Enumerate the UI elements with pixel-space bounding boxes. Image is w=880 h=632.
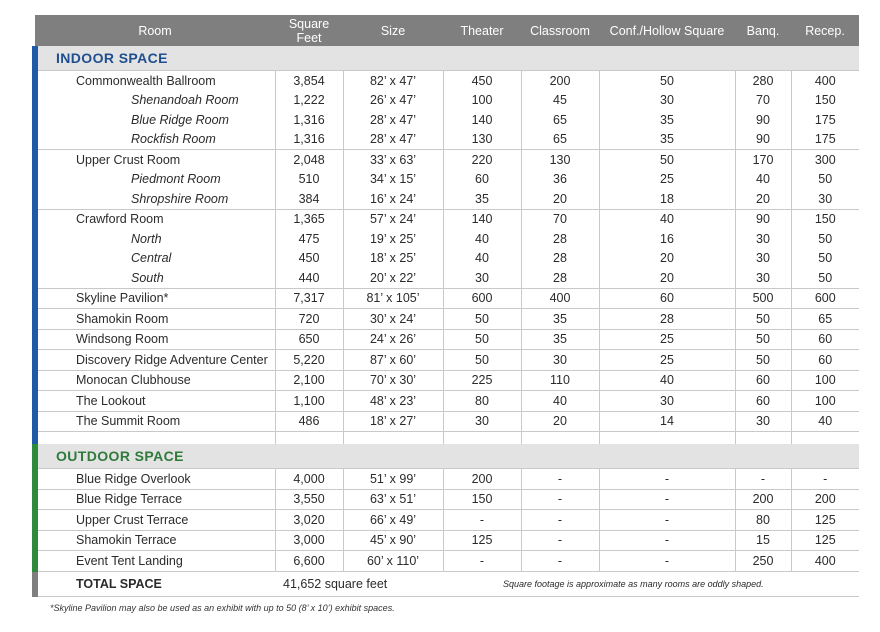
- room-name: Shropshire Room: [35, 189, 275, 209]
- cell-banquet: 500: [735, 288, 791, 309]
- table-row: [35, 268, 859, 288]
- cell-reception: 125: [791, 510, 859, 531]
- cell-square-feet: 650: [275, 329, 343, 350]
- cell-conference: 50: [599, 150, 735, 170]
- cell-banquet: 50: [735, 350, 791, 371]
- cell-square-feet: 384: [275, 189, 343, 209]
- cell-size: 19’ x 25’: [343, 229, 443, 249]
- cell-reception: 200: [791, 489, 859, 510]
- table-row: [35, 130, 859, 150]
- cell-classroom: 45: [521, 91, 599, 111]
- cell-size: 30’ x 24’: [343, 309, 443, 330]
- cell-conference: 25: [599, 329, 735, 350]
- cell-banquet: 90: [735, 110, 791, 130]
- cell-square-feet: 1,100: [275, 391, 343, 412]
- meeting-space-table: [32, 15, 859, 597]
- cell-banquet: 50: [735, 329, 791, 350]
- cell-size: 33’ x 63’: [343, 150, 443, 170]
- cell-conference: 40: [599, 370, 735, 391]
- cell-classroom: -: [521, 469, 599, 490]
- cell-classroom: -: [521, 551, 599, 572]
- room-name: Central: [35, 249, 275, 269]
- cell-classroom: 28: [521, 249, 599, 269]
- cell-banquet: 70: [735, 91, 791, 111]
- room-name: Upper Crust Terrace: [35, 510, 275, 531]
- cell-reception: 175: [791, 110, 859, 130]
- table-row: [35, 489, 859, 510]
- cell-banquet: 15: [735, 530, 791, 551]
- cell-size: 20’ x 22’: [343, 268, 443, 288]
- table-row: [35, 530, 859, 551]
- cell-classroom: 20: [521, 189, 599, 209]
- cell-reception: 65: [791, 309, 859, 330]
- room-name: Commonwealth Ballroom: [35, 71, 275, 91]
- footnote: *Skyline Pavilion may also be used as an exhibit with up to 50 (8’ x 10’) exhibit spaces.: [50, 603, 395, 613]
- cell-square-feet: 5,220: [275, 350, 343, 371]
- cell-conference: 18: [599, 189, 735, 209]
- cell-theater: 35: [443, 189, 521, 209]
- cell-classroom: 30: [521, 350, 599, 371]
- room-name: Piedmont Room: [35, 170, 275, 190]
- cell-banquet: 20: [735, 189, 791, 209]
- cell-reception: 50: [791, 229, 859, 249]
- cell-conference: 28: [599, 309, 735, 330]
- cell-banquet: 170: [735, 150, 791, 170]
- cell-square-feet: 1,365: [275, 209, 343, 229]
- room-name: Discovery Ridge Adventure Center: [35, 350, 275, 371]
- cell-conference: -: [599, 489, 735, 510]
- cell-square-feet: 4,000: [275, 469, 343, 490]
- cell-banquet: 30: [735, 411, 791, 432]
- cell-classroom: 130: [521, 150, 599, 170]
- cell-banquet: 90: [735, 130, 791, 150]
- table-row: [35, 189, 859, 209]
- total-area: 41,652 square feet: [275, 571, 443, 596]
- cell-theater: 80: [443, 391, 521, 412]
- cell-classroom: 35: [521, 309, 599, 330]
- spacer-row: [35, 432, 859, 445]
- table-row: [35, 150, 859, 170]
- header-size: Size: [343, 15, 443, 46]
- cell-classroom: 20: [521, 411, 599, 432]
- cell-theater: 140: [443, 110, 521, 130]
- cell-theater: 50: [443, 350, 521, 371]
- cell-square-feet: 440: [275, 268, 343, 288]
- cell-reception: 30: [791, 189, 859, 209]
- cell-theater: 140: [443, 209, 521, 229]
- cell-reception: 50: [791, 249, 859, 269]
- cell-square-feet: 475: [275, 229, 343, 249]
- cell-conference: 25: [599, 350, 735, 371]
- cell-theater: 30: [443, 411, 521, 432]
- cell-theater: 30: [443, 268, 521, 288]
- room-name: Shamokin Room: [35, 309, 275, 330]
- square-footage-note: Square footage is approximate as many rooms are oddly shaped.: [443, 571, 859, 596]
- table-row: [35, 91, 859, 111]
- cell-size: 45’ x 90’: [343, 530, 443, 551]
- cell-square-feet: 3,000: [275, 530, 343, 551]
- cell-theater: 100: [443, 91, 521, 111]
- cell-conference: -: [599, 510, 735, 531]
- cell-theater: 60: [443, 170, 521, 190]
- cell-classroom: 65: [521, 130, 599, 150]
- header-row: [35, 15, 859, 46]
- room-name: Windsong Room: [35, 329, 275, 350]
- cell-size: 51’ x 99’: [343, 469, 443, 490]
- cell-size: 57’ x 24’: [343, 209, 443, 229]
- cell-theater: 200: [443, 469, 521, 490]
- indoor-section-header: [35, 46, 859, 71]
- cell-size: 63’ x 51’: [343, 489, 443, 510]
- room-name: North: [35, 229, 275, 249]
- header-theater: Theater: [443, 15, 521, 46]
- cell-banquet: 250: [735, 551, 791, 572]
- cell-size: 18’ x 27’: [343, 411, 443, 432]
- header-room: Room: [35, 15, 275, 46]
- cell-reception: -: [791, 469, 859, 490]
- table-row: [35, 370, 859, 391]
- cell-conference: 20: [599, 268, 735, 288]
- cell-square-feet: 1,222: [275, 91, 343, 111]
- table-row: [35, 469, 859, 490]
- room-name: Crawford Room: [35, 209, 275, 229]
- cell-conference: 20: [599, 249, 735, 269]
- cell-theater: 130: [443, 130, 521, 150]
- room-name: Shenandoah Room: [35, 91, 275, 111]
- cell-banquet: 90: [735, 209, 791, 229]
- header-classroom: Classroom: [521, 15, 599, 46]
- cell-square-feet: 486: [275, 411, 343, 432]
- total-label: TOTAL SPACE: [35, 571, 275, 596]
- cell-size: 48’ x 23’: [343, 391, 443, 412]
- cell-size: 18’ x 25’: [343, 249, 443, 269]
- cell-conference: -: [599, 551, 735, 572]
- cell-classroom: 200: [521, 71, 599, 91]
- table-row: [35, 329, 859, 350]
- indoor-section-title: INDOOR SPACE: [56, 50, 168, 66]
- room-name: Shamokin Terrace: [35, 530, 275, 551]
- cell-reception: 125: [791, 530, 859, 551]
- cell-banquet: 40: [735, 170, 791, 190]
- cell-size: 16’ x 24’: [343, 189, 443, 209]
- room-name: South: [35, 268, 275, 288]
- room-name: The Summit Room: [35, 411, 275, 432]
- table-row: [35, 510, 859, 531]
- cell-reception: 60: [791, 329, 859, 350]
- cell-classroom: 70: [521, 209, 599, 229]
- cell-square-feet: 7,317: [275, 288, 343, 309]
- cell-classroom: 28: [521, 229, 599, 249]
- cell-reception: 175: [791, 130, 859, 150]
- cell-conference: -: [599, 530, 735, 551]
- cell-square-feet: 450: [275, 249, 343, 269]
- cell-size: 66’ x 49’: [343, 510, 443, 531]
- table-row: [35, 288, 859, 309]
- cell-theater: 40: [443, 229, 521, 249]
- cell-conference: 25: [599, 170, 735, 190]
- room-name: Event Tent Landing: [35, 551, 275, 572]
- cell-classroom: -: [521, 530, 599, 551]
- cell-reception: 150: [791, 91, 859, 111]
- cell-size: 28’ x 47’: [343, 110, 443, 130]
- cell-size: 82’ x 47’: [343, 71, 443, 91]
- cell-reception: 50: [791, 268, 859, 288]
- table-row: [35, 309, 859, 330]
- cell-classroom: 35: [521, 329, 599, 350]
- cell-square-feet: 3,550: [275, 489, 343, 510]
- cell-square-feet: 1,316: [275, 110, 343, 130]
- cell-classroom: 65: [521, 110, 599, 130]
- cell-theater: 50: [443, 309, 521, 330]
- cell-square-feet: 3,020: [275, 510, 343, 531]
- table-row: [35, 411, 859, 432]
- room-name: Rockfish Room: [35, 130, 275, 150]
- cell-theater: 220: [443, 150, 521, 170]
- table-row: [35, 110, 859, 130]
- cell-conference: 16: [599, 229, 735, 249]
- cell-size: 26’ x 47’: [343, 91, 443, 111]
- cell-reception: 400: [791, 71, 859, 91]
- cell-conference: 40: [599, 209, 735, 229]
- cell-theater: -: [443, 551, 521, 572]
- cell-banquet: 280: [735, 71, 791, 91]
- cell-theater: 225: [443, 370, 521, 391]
- cell-conference: 50: [599, 71, 735, 91]
- cell-banquet: 30: [735, 229, 791, 249]
- cell-square-feet: 2,048: [275, 150, 343, 170]
- header-conference: Conf./Hollow Square: [599, 15, 735, 46]
- cell-theater: 125: [443, 530, 521, 551]
- cell-square-feet: 3,854: [275, 71, 343, 91]
- cell-reception: 60: [791, 350, 859, 371]
- cell-size: 28’ x 47’: [343, 130, 443, 150]
- header-reception: Recep.: [791, 15, 859, 46]
- table-row: [35, 229, 859, 249]
- cell-banquet: 80: [735, 510, 791, 531]
- outdoor-section-header: [35, 444, 859, 469]
- cell-classroom: 110: [521, 370, 599, 391]
- cell-banquet: 30: [735, 249, 791, 269]
- cell-size: 34’ x 15’: [343, 170, 443, 190]
- cell-banquet: 60: [735, 370, 791, 391]
- cell-square-feet: 510: [275, 170, 343, 190]
- cell-banquet: 30: [735, 268, 791, 288]
- cell-theater: 50: [443, 329, 521, 350]
- cell-size: 60’ x 110’: [343, 551, 443, 572]
- cell-classroom: 36: [521, 170, 599, 190]
- room-name: Monocan Clubhouse: [35, 370, 275, 391]
- cell-banquet: 60: [735, 391, 791, 412]
- cell-banquet: 200: [735, 489, 791, 510]
- cell-square-feet: 1,316: [275, 130, 343, 150]
- header-banquet: Banq.: [735, 15, 791, 46]
- cell-reception: 400: [791, 551, 859, 572]
- cell-classroom: 28: [521, 268, 599, 288]
- header-square-feet: Square Feet: [275, 15, 343, 46]
- cell-conference: 14: [599, 411, 735, 432]
- cell-theater: 450: [443, 71, 521, 91]
- table-row: [35, 170, 859, 190]
- cell-reception: 150: [791, 209, 859, 229]
- cell-size: 81’ x 105’: [343, 288, 443, 309]
- cell-reception: 300: [791, 150, 859, 170]
- cell-conference: -: [599, 469, 735, 490]
- table-row: [35, 249, 859, 269]
- cell-size: 87’ x 60’: [343, 350, 443, 371]
- cell-theater: 600: [443, 288, 521, 309]
- cell-theater: 150: [443, 489, 521, 510]
- cell-size: 24’ x 26’: [343, 329, 443, 350]
- cell-reception: 40: [791, 411, 859, 432]
- cell-conference: 60: [599, 288, 735, 309]
- room-name: Blue Ridge Room: [35, 110, 275, 130]
- room-name: Upper Crust Room: [35, 150, 275, 170]
- cell-classroom: -: [521, 489, 599, 510]
- cell-conference: 30: [599, 391, 735, 412]
- cell-reception: 100: [791, 370, 859, 391]
- cell-reception: 100: [791, 391, 859, 412]
- cell-reception: 50: [791, 170, 859, 190]
- total-row: [35, 571, 859, 596]
- outdoor-section-title: OUTDOOR SPACE: [56, 448, 184, 464]
- cell-classroom: -: [521, 510, 599, 531]
- cell-conference: 35: [599, 130, 735, 150]
- cell-square-feet: 2,100: [275, 370, 343, 391]
- cell-banquet: 50: [735, 309, 791, 330]
- table-row: [35, 350, 859, 371]
- table-row: [35, 391, 859, 412]
- table-row: [35, 209, 859, 229]
- room-name: Blue Ridge Overlook: [35, 469, 275, 490]
- cell-conference: 35: [599, 110, 735, 130]
- room-name: Blue Ridge Terrace: [35, 489, 275, 510]
- meeting-space-table-container: [32, 15, 856, 597]
- cell-square-feet: 6,600: [275, 551, 343, 572]
- table-row: [35, 551, 859, 572]
- cell-theater: 40: [443, 249, 521, 269]
- cell-square-feet: 720: [275, 309, 343, 330]
- cell-classroom: 400: [521, 288, 599, 309]
- cell-banquet: -: [735, 469, 791, 490]
- table-row: [35, 71, 859, 91]
- cell-size: 70’ x 30’: [343, 370, 443, 391]
- room-name: The Lookout: [35, 391, 275, 412]
- cell-theater: -: [443, 510, 521, 531]
- room-name: Skyline Pavilion*: [35, 288, 275, 309]
- cell-conference: 30: [599, 91, 735, 111]
- cell-reception: 600: [791, 288, 859, 309]
- cell-classroom: 40: [521, 391, 599, 412]
